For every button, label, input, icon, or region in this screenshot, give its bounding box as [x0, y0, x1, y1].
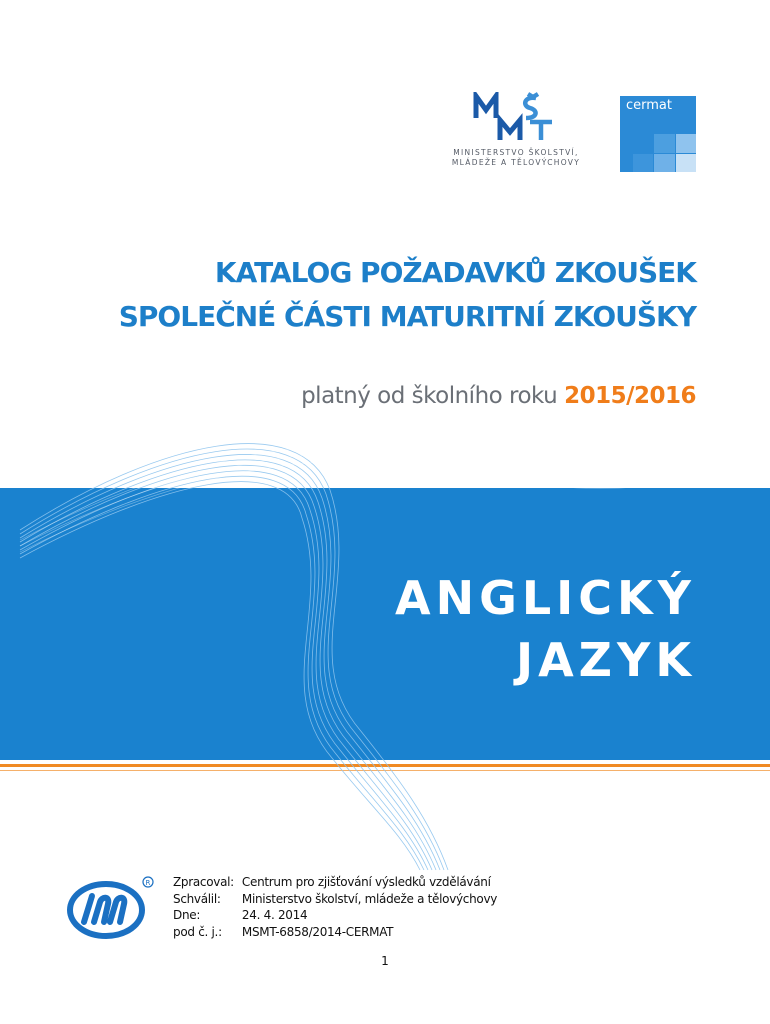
msmt-logo-line2: MLÁDEŽE A TĚLOVÝCHOVY: [451, 158, 581, 167]
cermat-square: [676, 134, 696, 153]
msmt-logo-line1: MINISTERSTVO ŠKOLSTVÍ,: [453, 148, 579, 157]
cermat-square: [654, 154, 675, 172]
cermat-square: [633, 154, 653, 172]
approval-info-value: Centrum pro zjišťování výsledků vzdělávání: [241, 875, 491, 889]
approval-info-value: MSMT-6858/2014-CERMAT: [241, 924, 394, 939]
approval-info-value: Ministerstvo školství, mládeže a tělovýchovy: [241, 891, 498, 906]
cermat-logo: [620, 96, 696, 172]
approval-info-label: Schválil:: [173, 891, 221, 906]
approval-info-row: [173, 924, 505, 941]
cermat-square: [676, 154, 696, 172]
catalog-title-line1: KATALOG POŽADAVKŮ ZKOUŠEK: [214, 256, 696, 289]
validity-year: 2015/2016: [564, 383, 696, 409]
svg-text:R: R: [145, 879, 151, 887]
subject-line2: JAZYK: [515, 633, 696, 687]
validity-prefix: platný od školního roku: [301, 383, 565, 409]
approval-info-table: [173, 874, 505, 940]
page-number: 1: [381, 954, 389, 968]
approval-info-row: [173, 907, 505, 924]
approval-info-row: [173, 874, 505, 891]
approval-info-label: pod č. j.:: [173, 924, 222, 939]
msmt-logo-icon: [470, 92, 558, 144]
subject-line1: ANGLICKÝ: [395, 571, 696, 625]
msmt-logo-text: [432, 148, 600, 168]
approval-info-row: [173, 891, 505, 908]
cermat-logo-text: cermat: [626, 98, 672, 113]
catalog-title-line2: SPOLEČNÉ ČÁSTI MATURITNÍ ZKOUŠKY: [118, 300, 696, 333]
approval-info-value: 24. 4. 2014: [241, 908, 308, 922]
approval-info-label: Dne:: [173, 908, 201, 922]
approval-info-label: Zpracoval:: [173, 875, 234, 889]
cermat-m-logo-icon: [66, 872, 156, 942]
cermat-square: [654, 134, 675, 153]
